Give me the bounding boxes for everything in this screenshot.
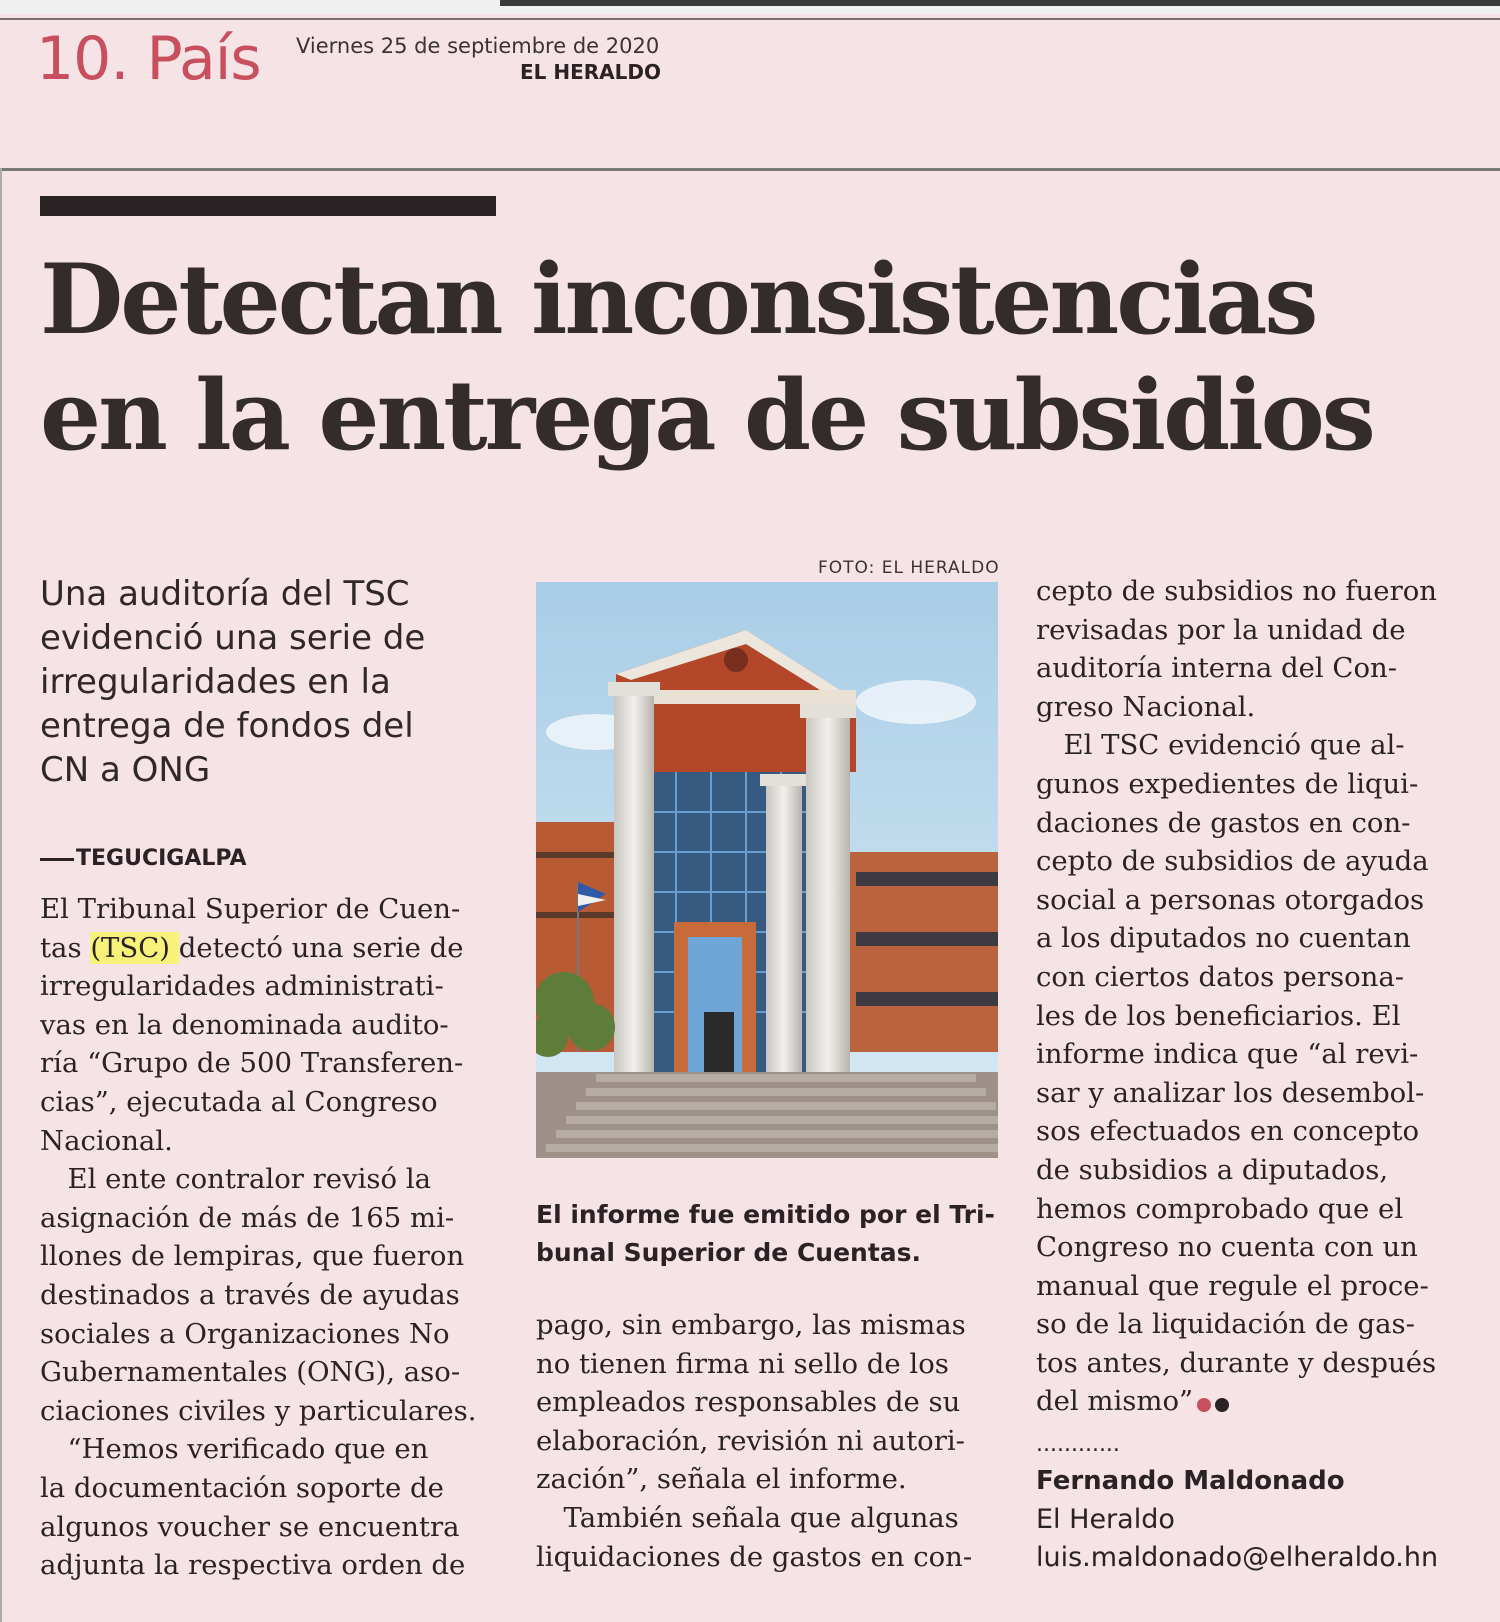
body-line: greso Nacional. <box>1036 690 1256 723</box>
clipping-left-edge <box>0 168 2 1622</box>
body-line: cias”, ejecutada al Congreso <box>40 1085 438 1118</box>
body-line: informe indica que “al revi- <box>1036 1038 1419 1071</box>
body-line: zación”, señala el informe. <box>536 1463 907 1496</box>
body-line: sos efectuados en concepto <box>1036 1115 1420 1148</box>
top-edge-shadow <box>500 0 1500 6</box>
body-line: asignación de más de 165 mi- <box>40 1201 455 1234</box>
headline-line: Detectan inconsistencias <box>40 243 1316 356</box>
dateline-rule <box>40 858 74 861</box>
clipping-edge <box>0 168 1500 171</box>
caption-line: El informe fue emitido por el Tri- <box>536 1200 995 1229</box>
body-line: no tienen firma ni sello de los <box>536 1347 949 1380</box>
body-line: cepto de subsidios no fueron <box>1036 575 1437 607</box>
body-line: ciaciones civiles y particulares. <box>40 1394 477 1427</box>
caption-line: bunal Superior de Cuentas. <box>536 1238 922 1267</box>
body-text: detectó una serie de <box>178 931 464 964</box>
body-line: manual que regule el proce- <box>1036 1269 1429 1302</box>
end-of-article-mark <box>1193 1384 1229 1423</box>
body-line: También señala que algunas <box>536 1501 959 1534</box>
building-photo <box>536 582 998 1158</box>
body-line: la documentación soporte de <box>40 1471 444 1504</box>
photo-credit: FOTO: EL HERALDO <box>818 558 1000 578</box>
author-publication: El Heraldo <box>1036 1504 1175 1535</box>
body-line: a los diputados no cuentan <box>1036 922 1411 955</box>
end-dot-red <box>1197 1398 1211 1412</box>
body-line: destinados a través de ayudas <box>40 1278 460 1311</box>
body-line: elaboración, revisión ni autori- <box>536 1424 965 1457</box>
dateline-text: TEGUCIGALPA <box>76 846 247 871</box>
headline-line: en la entrega de subsidios <box>40 359 1373 472</box>
body-line: vas en la denominada audito- <box>40 1008 449 1041</box>
body-line: Gubernamentales (ONG), aso- <box>40 1356 461 1389</box>
body-line: pago, sin embargo, las mismas <box>536 1309 966 1341</box>
body-column-1 <box>40 890 500 1585</box>
dateline-city <box>40 846 247 871</box>
headline-bar <box>40 196 496 216</box>
body-line: irregularidades administrati- <box>40 970 444 1003</box>
author-name: Fernando Maldonado <box>1036 1466 1345 1496</box>
body-text: del mismo” <box>1036 1385 1194 1418</box>
dek-line: evidenció una serie de <box>40 618 426 658</box>
body-line: empleados responsables de su <box>536 1386 961 1419</box>
body-text: tas <box>40 931 91 964</box>
body-line: de subsidios a diputados, <box>1036 1153 1389 1186</box>
body-line <box>1036 1382 1466 1422</box>
end-dot-dark <box>1215 1398 1229 1412</box>
dek-line: CN a ONG <box>40 750 211 790</box>
body-line: daciones de gastos en con- <box>1036 806 1411 839</box>
headline <box>40 242 1470 474</box>
body-line: llones de lempiras, que fueron <box>40 1240 465 1273</box>
body-line: sar y analizar los desembol- <box>1036 1076 1425 1109</box>
body-line: auditoría interna del Con- <box>1036 652 1398 685</box>
author-email[interactable]: luis.maldonado@elheraldo.hn <box>1036 1542 1439 1573</box>
page-top-edge <box>0 0 1500 14</box>
dek-line: irregularidades en la <box>40 662 391 702</box>
highlighted-text: (TSC) <box>90 931 179 964</box>
body-line <box>40 929 500 968</box>
body-line: so de la liquidación de gas- <box>1036 1308 1415 1341</box>
issue-date: Viernes 25 de septiembre de 2020 <box>296 34 660 58</box>
body-line: revisadas por la unidad de <box>1036 613 1406 646</box>
subheadline <box>40 572 500 792</box>
body-line: gunos expedientes de liqui- <box>1036 767 1419 800</box>
body-line: social a personas otorgados <box>1036 883 1425 916</box>
body-line: sociales a Organizaciones No <box>40 1317 450 1350</box>
body-line: adjunta la respectiva orden de <box>40 1549 466 1582</box>
body-line: El ente contralor revisó la <box>40 1163 432 1196</box>
masthead: EL HERALDO <box>520 60 661 84</box>
header-rule <box>0 18 1500 20</box>
byline-separator: ............ <box>1036 1432 1120 1457</box>
body-line: “Hemos verificado que en <box>40 1433 429 1466</box>
body-line: El Tribunal Superior de Cuen- <box>40 893 461 925</box>
body-line: El TSC evidenció que al- <box>1036 729 1405 762</box>
section-label: 10. País <box>36 24 261 94</box>
body-column-2 <box>536 1306 998 1576</box>
body-line: Nacional. <box>40 1124 173 1157</box>
photo-caption <box>536 1196 998 1272</box>
body-line: hemos comprobado que el <box>1036 1192 1404 1225</box>
body-line: con ciertos datos persona- <box>1036 960 1405 993</box>
body-line: algunos voucher se encuentra <box>40 1510 460 1543</box>
dek-line: entrega de fondos del <box>40 706 414 746</box>
body-line: liquidaciones de gastos en con- <box>536 1540 973 1573</box>
body-line: cepto de subsidios de ayuda <box>1036 845 1429 878</box>
body-line: Congreso no cuenta con un <box>1036 1231 1418 1264</box>
stairs <box>536 1072 998 1158</box>
body-line: ría “Grupo de 500 Transferen- <box>40 1047 464 1080</box>
body-line: les de los beneficiarios. El <box>1036 999 1401 1032</box>
dek-line: Una auditoría del TSC <box>40 574 410 614</box>
body-line: tos antes, durante y después <box>1036 1346 1437 1379</box>
body-column-3 <box>1036 572 1466 1422</box>
